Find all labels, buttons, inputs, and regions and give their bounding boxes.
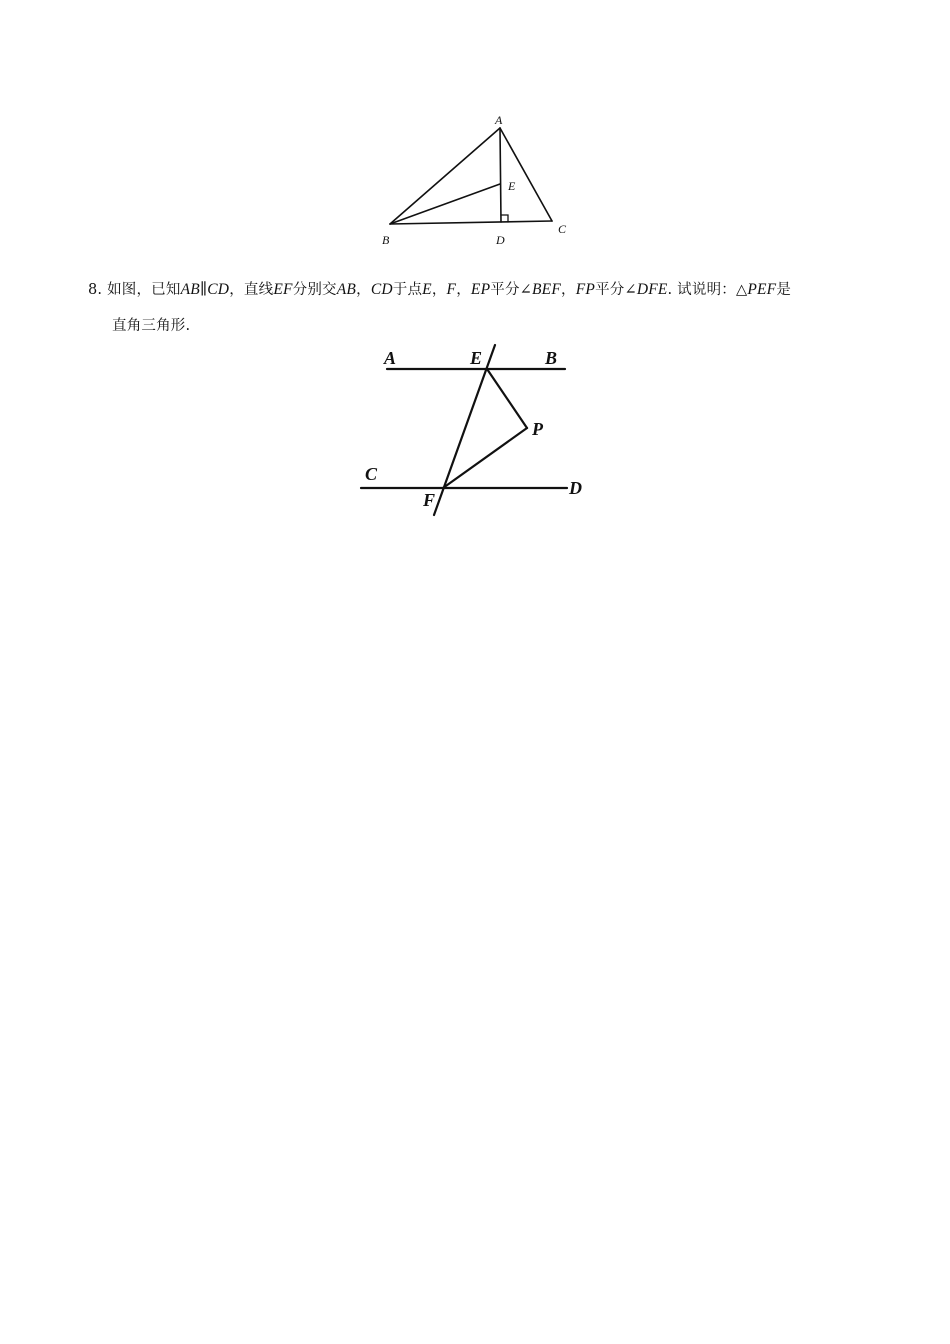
math-ab-parallel-cd: AB∥CD — [180, 281, 230, 298]
problem-line-1 — [88, 272, 878, 308]
text-segment: ， — [356, 282, 371, 298]
text-segment: 如图，已知 — [107, 282, 181, 298]
label-c: C — [558, 222, 567, 236]
label-p: P — [532, 419, 543, 439]
math-pef: PEF — [747, 281, 777, 298]
text-segment: 于点 — [392, 282, 423, 298]
math-fp: FP — [575, 281, 596, 298]
text-segment: 分别交 — [292, 282, 337, 298]
math-dfe: DFE — [636, 281, 668, 298]
problem-line-2: 直角三角形. — [112, 318, 191, 334]
label-e: E — [508, 179, 516, 193]
parallel-lines-figure-2 — [355, 340, 595, 520]
text-segment: 平分∠ — [490, 282, 532, 298]
right-angle-mark — [501, 215, 508, 222]
text-segment: . 试说明：△ — [667, 282, 748, 298]
text-segment: ， — [456, 282, 471, 298]
label-b: B — [545, 348, 558, 368]
math-cd: CD — [370, 281, 393, 298]
text-segment: ， — [431, 282, 447, 298]
math-bef: BEF — [532, 281, 562, 298]
math-e: E — [422, 281, 432, 298]
math-f: F — [446, 281, 457, 298]
label-d: D — [496, 233, 505, 247]
label-a: A — [495, 113, 503, 127]
label-a: A — [384, 348, 397, 368]
segment-ac — [500, 128, 552, 221]
text-segment: ， — [561, 282, 576, 298]
label-b: B — [382, 233, 390, 247]
label-f: F — [423, 490, 436, 510]
math-ab: AB — [336, 281, 357, 298]
triangle-figure-1 — [370, 108, 580, 250]
text-segment: 是 — [776, 282, 792, 298]
math-ef: EF — [273, 281, 293, 298]
label-d: D — [569, 478, 582, 498]
segment-ab — [390, 128, 500, 224]
text-segment: ，直线 — [229, 282, 274, 298]
segment-ep — [487, 369, 527, 428]
label-c: C — [365, 464, 378, 484]
math-ep: EP — [470, 281, 491, 298]
text-segment: 平分∠ — [595, 282, 637, 298]
segment-ad — [500, 128, 501, 222]
segment-bc — [390, 221, 552, 224]
label-e: E — [470, 348, 483, 368]
problem-8 — [88, 272, 878, 344]
segment-be — [390, 184, 500, 224]
transversal-ef — [434, 345, 495, 515]
problem-number: 8. — [88, 282, 103, 298]
